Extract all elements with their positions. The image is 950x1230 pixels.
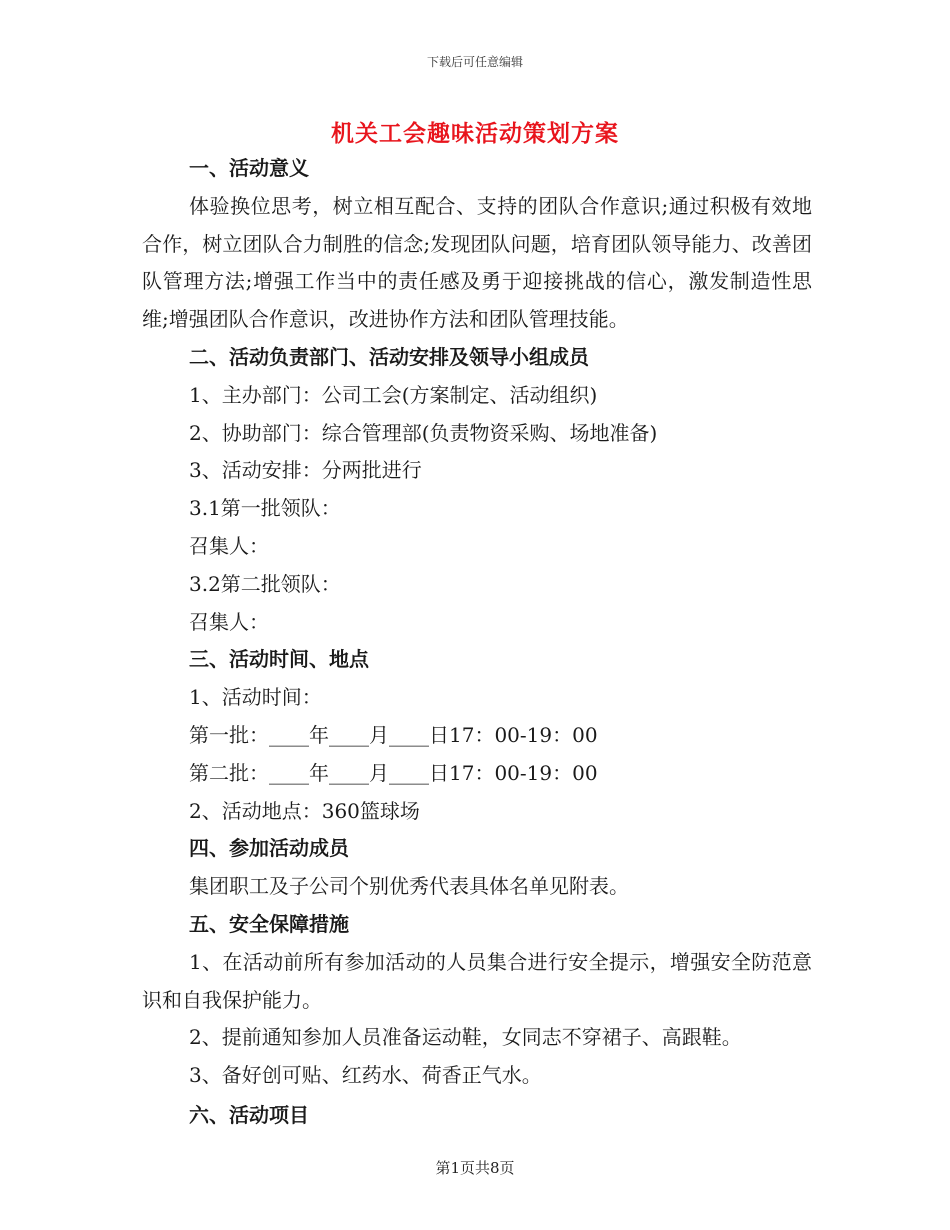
list-item: 第一批：____年____月____日17：00-19：00 bbox=[189, 722, 598, 747]
paragraph: 1、在活动前所有参加活动的人员集合进行安全提示，增强安全防范意识和自我保护能力。 bbox=[142, 949, 812, 1012]
section-heading: 六、活动项目 bbox=[189, 1102, 309, 1127]
section-heading: 五、安全保障措施 bbox=[189, 911, 349, 936]
list-item: 3.1第一批领队： bbox=[189, 496, 341, 521]
section-heading: 三、活动时间、地点 bbox=[189, 647, 369, 672]
list-item: 召集人： bbox=[189, 609, 269, 634]
page-header: 下载后可任意编辑 bbox=[426, 55, 523, 69]
list-item: 召集人： bbox=[189, 533, 269, 558]
list-item: 3、备好创可贴、红药水、荷香正气水。 bbox=[189, 1063, 542, 1088]
list-item: 2、活动地点：360篮球场 bbox=[189, 798, 420, 823]
document-title: 机关工会趣味活动策划方案 bbox=[331, 120, 619, 147]
paragraph: 体验换位思考，树立相互配合、支持的团队合作意识;通过积极有效地合作，树立团队合力制胜的信念;发现团队问题，培育团队领导能力、改善团队管理方法;增强工作当中的责任感及勇于迎接挑战的信心，激发制造性思维;增强团队合作意识，改进协作方法和团队管理技能。 bbox=[142, 193, 812, 332]
list-item: 2、提前通知参加人员准备运动鞋，女同志不穿裙子、高跟鞋。 bbox=[189, 1025, 742, 1050]
list-item: 2、协助部门：综合管理部(负责物资采购、场地准备) bbox=[189, 420, 658, 445]
list-item: 3.2第二批领队： bbox=[189, 571, 341, 596]
section-heading: 一、活动意义 bbox=[189, 156, 309, 180]
section-heading: 四、参加活动成员 bbox=[189, 836, 349, 861]
list-item: 3、活动安排：分两批进行 bbox=[189, 458, 422, 483]
document-body bbox=[142, 150, 812, 1135]
list-item: 1、主办部门：公司工会(方案制定、活动组织) bbox=[189, 382, 598, 407]
list-item: 第二批：____年____月____日17：00-19：00 bbox=[189, 760, 598, 785]
section-heading: 二、活动负责部门、活动安排及领导小组成员 bbox=[189, 344, 589, 369]
page-footer: 第1页共8页 bbox=[435, 1159, 515, 1177]
list-item: 1、活动时间： bbox=[189, 685, 322, 710]
paragraph: 集团职工及子公司个别优秀代表具体名单见附表。 bbox=[189, 874, 629, 899]
